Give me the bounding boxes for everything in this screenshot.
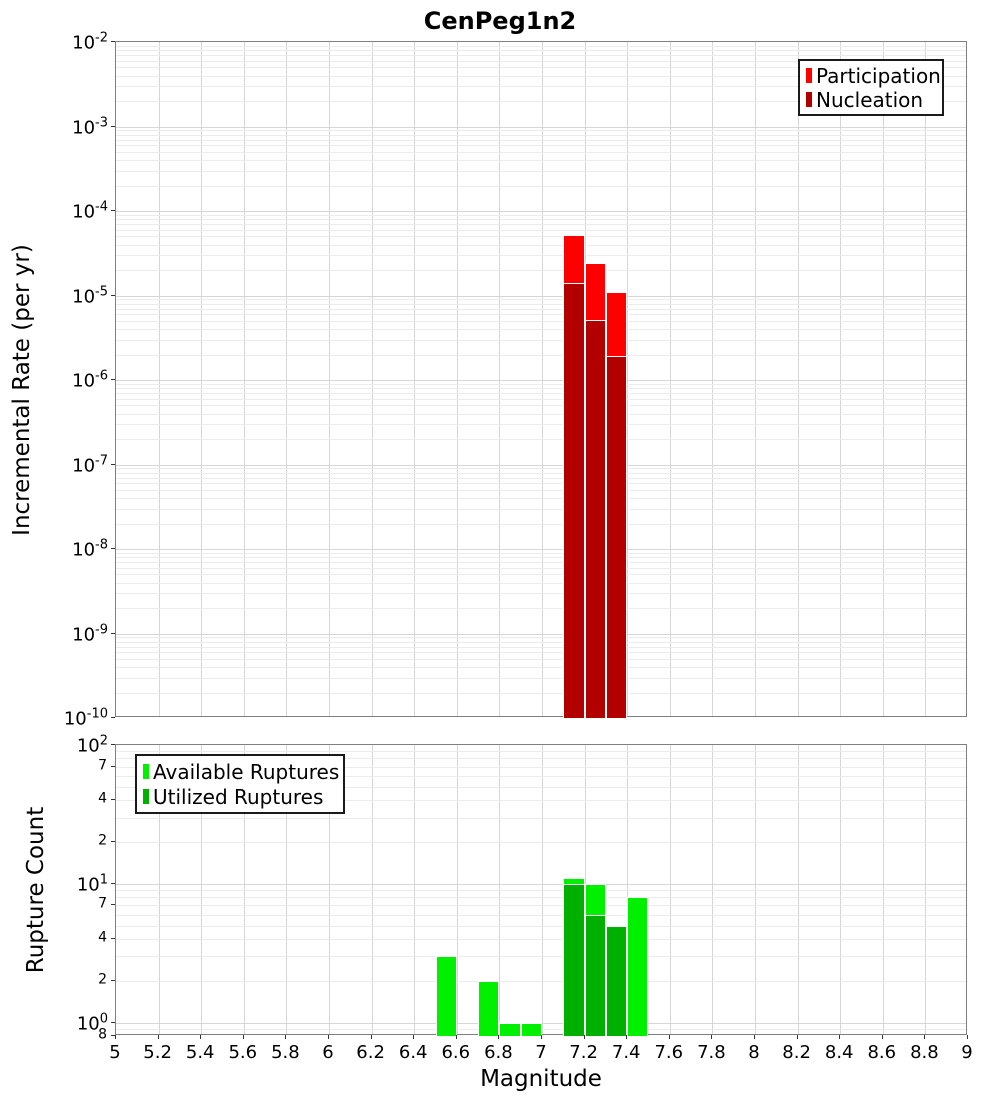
y-gridline-minor (116, 309, 966, 310)
x-tick-label: 6 (322, 1042, 334, 1063)
x-tick-label: 7.2 (569, 1042, 598, 1063)
y-gridline-major (116, 465, 966, 466)
y-gridline-minor (116, 224, 966, 225)
y-minor-tick-label: 4 (98, 790, 107, 807)
y-gridline-minor (116, 926, 966, 927)
y-gridline-minor (116, 230, 966, 231)
x-gridline (286, 42, 287, 716)
y-gridline-minor (116, 340, 966, 341)
x-tick-mark (285, 1035, 286, 1039)
x-tick-label: 6.2 (356, 1042, 385, 1063)
participation-swatch (806, 68, 812, 83)
x-tick-mark (498, 1035, 499, 1039)
x-tick-label: 6.6 (441, 1042, 471, 1063)
y-gridline-minor (116, 245, 966, 246)
utilized-ruptures-bar (606, 926, 627, 1036)
y-gridline-minor (116, 140, 966, 141)
x-tick-mark (200, 1035, 201, 1039)
y-gridline-minor (116, 473, 966, 474)
y-gridline-minor (116, 981, 966, 982)
y-tick-mark (111, 744, 115, 745)
y-tick-mark (111, 883, 115, 884)
y-tick-label: $10^{-3}$ (72, 115, 108, 138)
y-gridline-minor (116, 647, 966, 648)
x-gridline (755, 42, 756, 716)
y-gridline-minor (116, 490, 966, 491)
y-gridline-major (116, 884, 966, 885)
y-gridline-minor (116, 130, 966, 131)
y-gridline-minor (116, 818, 966, 819)
y-tick-mark (111, 633, 115, 634)
y-gridline-minor (116, 314, 966, 315)
x-tick-label: 8.2 (782, 1042, 811, 1063)
x-gridline (883, 42, 884, 716)
x-tick-mark (797, 1035, 798, 1039)
y-tick-mark (111, 717, 115, 718)
y-gridline-major (116, 634, 966, 635)
y-tick-mark (111, 464, 115, 465)
y-gridline-minor (116, 524, 966, 525)
legend-item-nucleation (806, 88, 936, 112)
x-gridline (329, 42, 330, 716)
y-gridline-minor (116, 574, 966, 575)
y-gridline-minor (116, 321, 966, 322)
legend-item-available (143, 759, 340, 784)
y-gridline-minor (116, 890, 966, 891)
x-tick-mark (115, 1035, 116, 1039)
x-tick-mark (541, 1035, 542, 1039)
x-tick-mark (882, 1035, 883, 1039)
x-tick-label: 7.4 (611, 1042, 641, 1063)
y-gridline-minor (116, 608, 966, 609)
y-gridline-minor (116, 388, 966, 389)
x-gridline (372, 42, 373, 716)
x-tick-label: 5.2 (143, 1042, 172, 1063)
utilized-ruptures-bar (563, 884, 584, 1036)
count-y-axis-title: Rupture Count (23, 806, 49, 974)
y-gridline-minor (116, 652, 966, 653)
x-gridline (712, 42, 713, 716)
y-gridline-major (116, 211, 966, 212)
x-tick-label: 6.4 (398, 1042, 428, 1063)
y-gridline-minor (116, 160, 966, 161)
x-tick-mark (158, 1035, 159, 1039)
y-gridline-minor (116, 135, 966, 136)
rate-y-axis-title: Incremental Rate (per yr) (9, 244, 35, 536)
y-gridline-minor (116, 583, 966, 584)
x-gridline (201, 42, 202, 716)
x-gridline (925, 42, 926, 716)
y-gridline-minor (116, 304, 966, 305)
nucleation-bar (563, 283, 584, 718)
available-ruptures-bar (478, 981, 499, 1036)
y-tick-mark (111, 904, 115, 905)
y-gridline-minor (116, 568, 966, 569)
y-gridline-minor (116, 659, 966, 660)
y-gridline-minor (116, 414, 966, 415)
y-minor-tick-label: 2 (98, 971, 107, 988)
y-gridline-minor (116, 152, 966, 153)
y-tick-mark (111, 841, 115, 842)
y-minor-tick-label: 4 (98, 929, 107, 946)
y-gridline-minor (116, 439, 966, 440)
y-tick-label: $10^0$ (76, 1011, 108, 1035)
legend-label-utilized: Utilized Ruptures (153, 784, 324, 809)
y-tick-label: $10^{-4}$ (72, 199, 108, 223)
x-tick-label: 5.6 (228, 1042, 258, 1063)
x-tick-mark (328, 1035, 329, 1039)
x-axis-title: Magnitude (480, 1066, 602, 1092)
nucleation-bar (606, 356, 627, 718)
x-tick-label: 8.4 (824, 1042, 854, 1063)
x-gridline (414, 42, 415, 716)
y-gridline-minor (116, 642, 966, 643)
x-gridline (244, 42, 245, 716)
x-gridline (159, 42, 160, 716)
y-minor-tick-label: 8 (98, 1026, 107, 1043)
x-tick-mark (924, 1035, 925, 1039)
rate-plot-area (115, 41, 967, 717)
x-tick-mark (967, 1035, 968, 1039)
utilized-ruptures-bar (585, 915, 606, 1036)
y-gridline-minor (116, 270, 966, 271)
x-tick-label: 8.8 (910, 1042, 939, 1063)
y-tick-mark (111, 126, 115, 127)
y-tick-mark (111, 548, 115, 549)
y-tick-label: $10^{-2}$ (72, 30, 108, 54)
y-gridline-minor (116, 751, 966, 752)
legend-label-participation: Participation (816, 63, 941, 88)
x-gridline (457, 42, 458, 716)
y-gridline-minor (116, 355, 966, 356)
x-gridline (798, 42, 799, 716)
x-tick-mark (711, 1035, 712, 1039)
y-gridline-minor (116, 509, 966, 510)
available-ruptures-bar (521, 1023, 542, 1036)
y-gridline-minor (116, 255, 966, 256)
x-gridline (670, 42, 671, 716)
y-tick-mark (111, 799, 115, 800)
y-gridline-minor (116, 46, 966, 47)
y-tick-label: $10^1$ (76, 872, 108, 896)
y-gridline-minor (116, 393, 966, 394)
x-tick-label: 5.8 (271, 1042, 300, 1063)
y-gridline-minor (116, 186, 966, 187)
y-gridline-minor (116, 842, 966, 843)
x-tick-label: 7.8 (697, 1042, 726, 1063)
y-gridline-minor (116, 562, 966, 563)
y-gridline-minor (116, 905, 966, 906)
x-tick-mark (243, 1035, 244, 1039)
x-gridline (840, 42, 841, 716)
y-gridline-minor (116, 219, 966, 220)
y-gridline-minor (116, 299, 966, 300)
y-gridline-minor (116, 897, 966, 898)
x-gridline (627, 42, 628, 716)
x-gridline (542, 42, 543, 716)
y-gridline-minor (116, 593, 966, 594)
x-tick-mark (456, 1035, 457, 1039)
y-gridline-minor (116, 693, 966, 694)
y-gridline-major (116, 380, 966, 381)
y-gridline-minor (116, 468, 966, 469)
legend-label-nucleation: Nucleation (816, 87, 924, 112)
y-tick-label: $10^{-6}$ (72, 368, 108, 392)
y-gridline-major (116, 549, 966, 550)
y-gridline-minor (116, 145, 966, 146)
legend-label-available: Available Ruptures (153, 759, 340, 784)
available-ruptures-bar (436, 956, 457, 1036)
y-minor-tick-label: 7 (98, 757, 107, 773)
y-tick-mark (111, 766, 115, 767)
y-gridline-minor (116, 236, 966, 237)
nucleation-bar (585, 320, 606, 719)
x-gridline (499, 42, 500, 716)
x-tick-mark (413, 1035, 414, 1039)
y-tick-mark (111, 379, 115, 380)
x-tick-mark (839, 1035, 840, 1039)
y-gridline-minor (116, 55, 966, 56)
x-tick-mark (669, 1035, 670, 1039)
available-ruptures-bar (499, 1023, 520, 1036)
rate-legend (798, 59, 944, 116)
x-tick-label: 9 (961, 1042, 973, 1063)
x-tick-label: 6.8 (484, 1042, 513, 1063)
available-ruptures-bar (627, 897, 648, 1036)
y-gridline-minor (116, 424, 966, 425)
y-minor-tick-label: 7 (98, 895, 107, 912)
x-tick-mark (754, 1035, 755, 1039)
y-gridline-minor (116, 399, 966, 400)
y-minor-tick-label: 2 (98, 832, 107, 849)
y-gridline-minor (116, 939, 966, 940)
y-gridline-minor (116, 557, 966, 558)
x-tick-label: 5 (109, 1042, 121, 1063)
y-tick-mark (111, 980, 115, 981)
x-tick-mark (584, 1035, 585, 1039)
y-gridline-minor (116, 637, 966, 638)
y-gridline-minor (116, 678, 966, 679)
chart-title: CenPeg1n2 (423, 7, 577, 35)
y-tick-label: $10^{-5}$ (72, 284, 108, 307)
legend-item-participation (806, 63, 941, 88)
y-tick-label: $10^{-7}$ (72, 453, 108, 476)
x-tick-label: 7 (535, 1042, 547, 1063)
y-tick-label: $10^{-10}$ (63, 706, 108, 730)
y-tick-mark (111, 1022, 115, 1023)
count-legend (135, 754, 345, 814)
available-ruptures-swatch (143, 764, 149, 779)
x-tick-label: 5.4 (185, 1042, 215, 1063)
x-tick-label: 8 (748, 1042, 760, 1063)
y-gridline-minor (116, 667, 966, 668)
y-tick-mark (111, 295, 115, 296)
x-tick-label: 8.6 (867, 1042, 897, 1063)
y-tick-mark (111, 41, 115, 42)
y-gridline-minor (116, 171, 966, 172)
y-tick-mark (111, 210, 115, 211)
y-tick-mark (111, 938, 115, 939)
y-gridline-major (116, 127, 966, 128)
x-tick-label: 7.6 (654, 1042, 684, 1063)
y-gridline-minor (116, 50, 966, 51)
y-gridline-minor (116, 215, 966, 216)
y-gridline-minor (116, 329, 966, 330)
y-gridline-minor (116, 915, 966, 916)
y-gridline-minor (116, 478, 966, 479)
y-gridline-minor (116, 483, 966, 484)
y-tick-label: $10^{-9}$ (72, 622, 108, 645)
x-tick-mark (371, 1035, 372, 1039)
y-gridline-minor (116, 553, 966, 554)
x-tick-mark (626, 1035, 627, 1039)
y-gridline-minor (116, 498, 966, 499)
y-tick-label: $10^{-8}$ (72, 537, 108, 561)
y-tick-label: $10^2$ (76, 733, 108, 757)
y-gridline-minor (116, 405, 966, 406)
y-gridline-minor (116, 384, 966, 385)
legend-item-utilized (143, 784, 337, 809)
y-gridline-minor (116, 956, 966, 957)
utilized-ruptures-swatch (143, 789, 149, 804)
nucleation-swatch (806, 92, 812, 107)
y-gridline-major (116, 296, 966, 297)
